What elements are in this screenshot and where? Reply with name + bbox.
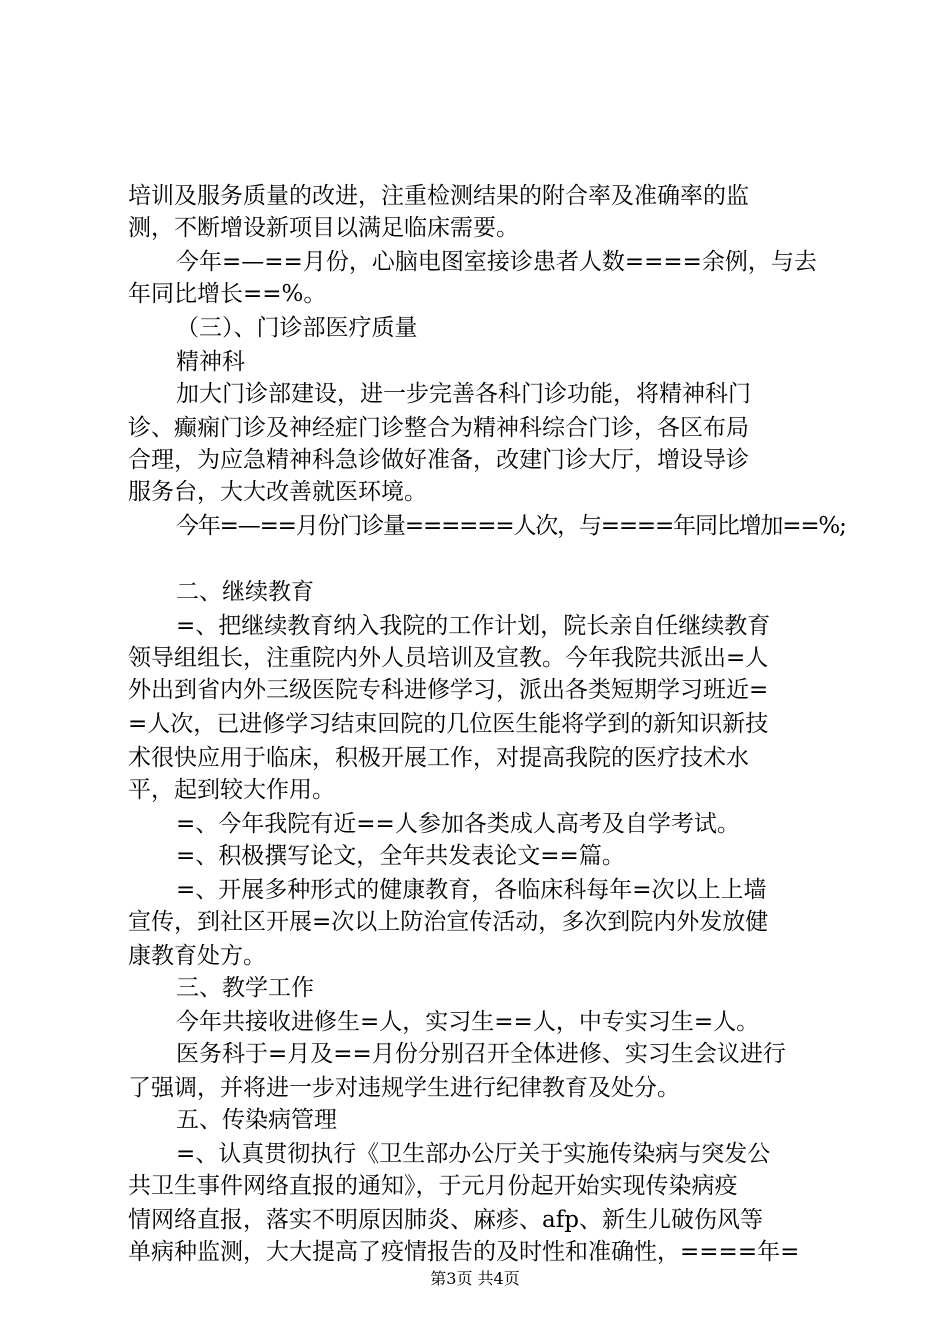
text-line: =人次，已进修学习结束回院的几位医生能将学到的新知识新技 [128,711,769,737]
text-line: 今年=—==月份，心脑电图室接诊患者人数====余例，与去 [176,249,817,275]
text-line: 服务台，大大改善就医环境。 [128,479,427,505]
text-line: =、今年我院有近==人参加各类成人高考及自学考试。 [176,811,740,837]
text-line: 今年=—==月份门诊量======人次，与====年同比增加==%; [176,513,846,539]
text-line: =、把继续教育纳入我院的工作计划，院长亲自任继续教育 [176,613,771,639]
text-line: 今年共接收进修生=人，实习生==人，中专实习生=人。 [176,1009,760,1035]
text-line: 术很快应用于临床，积极开展工作，对提高我院的医疗技术水 [128,745,749,771]
text-line: 宣传，到社区开展=次以上防治宣传活动，多次到院内外发放健 [128,909,769,935]
text-line: 情网络直报，落实不明原因肺炎、麻疹、afp、新生儿破伤风等 [128,1207,763,1233]
text-line: 康教育处方。 [128,943,266,969]
text-line: 医务科于=月及==月份分别召开全体进修、实习生会议进行 [176,1041,786,1067]
text-line: 平，起到较大作用。 [128,777,335,803]
text-line: 共卫生事件网络直报的通知》，于元月份起开始实现传染病疫 [128,1173,738,1199]
text-line: 合理，为应急精神科急诊做好准备，改建门诊大厅，增设导诊 [128,447,749,473]
section-heading: 五、传染病管理 [176,1107,337,1133]
text-line: =、认真贯彻执行《卫生部办公厅关于实施传染病与突发公 [176,1141,771,1167]
text-line: 领导组组长，注重院内外人员培训及宣教。今年我院共派出=人 [128,645,769,671]
section-heading: 二、继续教育 [176,579,314,605]
page-footer: 第3页 共4页 [430,1269,520,1288]
section-heading: （三）、门诊部医疗质量 [176,315,418,341]
text-line: =、积极撰写论文，全年共发表论文==篇。 [176,843,625,869]
text-line: 了强调，并将进一步对违规学生进行纪律教育及处分。 [128,1075,680,1101]
section-heading: 三、教学工作 [176,975,314,1001]
text-line: 年同比增长==%。 [128,281,327,307]
text-line: 单病种监测，大大提高了疫情报告的及时性和准确性，====年= [128,1239,800,1265]
text-line: 加大门诊部建设，进一步完善各科门诊功能，将精神科门 [176,381,751,407]
text-line: 培训及服务质量的改进，注重检测结果的附合率及准确率的监 [128,183,749,209]
subsection-heading: 精神科 [176,349,245,375]
text-line: 外出到省内外三级医院专科进修学习，派出各类短期学习班近= [128,677,769,703]
text-line: =、开展多种形式的健康教育，各临床科每年=次以上上墙 [176,877,767,903]
text-line: 测，不断增设新项目以满足临床需要。 [128,215,519,241]
text-line: 诊、癫痫门诊及神经症门诊整合为精神科综合门诊，各区布局 [128,415,749,441]
